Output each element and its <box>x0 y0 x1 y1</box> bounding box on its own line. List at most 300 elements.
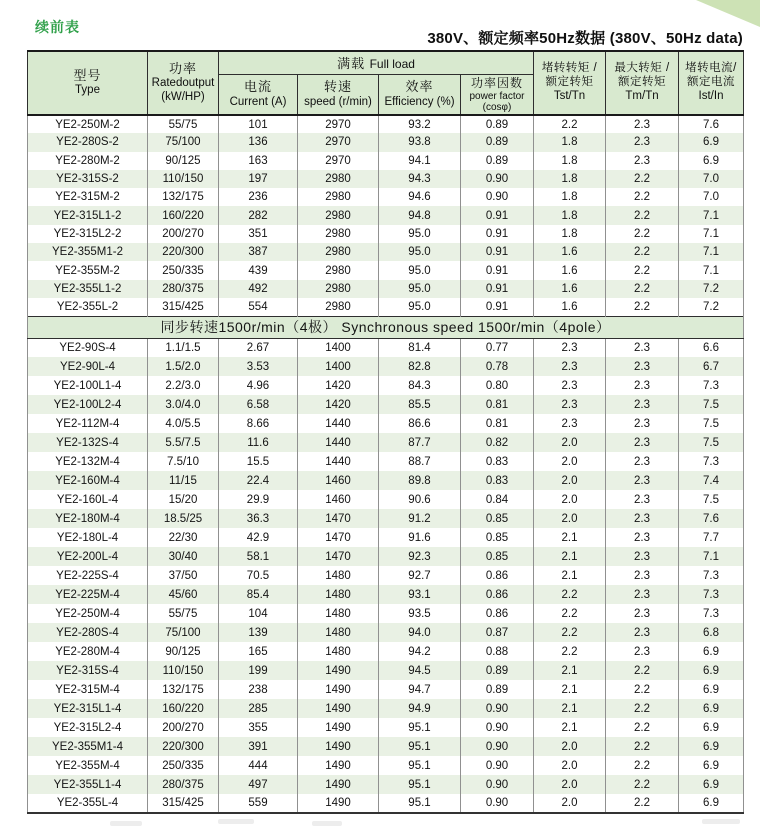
value-cell: 6.9 <box>679 737 744 756</box>
section-separator-row <box>28 316 744 338</box>
value-cell: 1400 <box>298 357 379 376</box>
col-header-tm-tn <box>606 51 679 115</box>
value-cell: 1400 <box>298 338 379 357</box>
value-cell: 2.0 <box>534 509 606 528</box>
table-row <box>28 699 744 718</box>
value-cell: 70.5 <box>219 566 298 585</box>
value-cell: 101 <box>219 115 298 133</box>
value-cell: 55/75 <box>148 604 219 623</box>
value-cell: 160/220 <box>148 206 219 224</box>
value-cell: 2.67 <box>219 338 298 357</box>
value-cell: 2.0 <box>534 433 606 452</box>
col-header-ist-in <box>679 51 744 115</box>
value-cell: 6.7 <box>679 357 744 376</box>
value-cell: 2.0 <box>534 737 606 756</box>
value-cell: 0.91 <box>461 298 534 316</box>
value-cell: 6.9 <box>679 680 744 699</box>
value-cell: 75/100 <box>148 133 219 151</box>
value-cell: 94.2 <box>379 642 461 661</box>
value-cell: 2.2 <box>606 243 679 261</box>
value-cell: 95.0 <box>379 298 461 316</box>
value-cell: 7.5/10 <box>148 452 219 471</box>
value-cell: 1.8 <box>534 206 606 224</box>
value-cell: 7.1 <box>679 547 744 566</box>
value-cell: 4.0/5.5 <box>148 414 219 433</box>
value-cell: 1.8 <box>534 152 606 170</box>
value-cell: 2.3 <box>606 357 679 376</box>
type-cell: YE2-315S-4 <box>28 661 148 680</box>
value-cell: 0.80 <box>461 376 534 395</box>
value-cell: 1490 <box>298 718 379 737</box>
value-cell: 160/220 <box>148 699 219 718</box>
value-cell: 1470 <box>298 509 379 528</box>
value-cell: 2980 <box>298 188 379 206</box>
value-cell: 2.3 <box>534 357 606 376</box>
value-cell: 2.3 <box>606 547 679 566</box>
type-cell: YE2-132M-4 <box>28 452 148 471</box>
value-cell: 94.3 <box>379 170 461 188</box>
value-cell: 36.3 <box>219 509 298 528</box>
value-cell: 2.2 <box>606 775 679 794</box>
value-cell: 2.3 <box>606 152 679 170</box>
value-cell: 55/75 <box>148 115 219 133</box>
value-cell: 95.1 <box>379 756 461 775</box>
type-cell: YE2-355L1-4 <box>28 775 148 794</box>
value-cell: 1490 <box>298 699 379 718</box>
col-header-tm-en: Tm/Tn <box>625 89 659 102</box>
value-cell: 2.2 <box>606 661 679 680</box>
corner-decoration <box>696 0 760 27</box>
value-cell: 94.9 <box>379 699 461 718</box>
value-cell: 6.9 <box>679 642 744 661</box>
value-cell: 2.2 <box>606 188 679 206</box>
value-cell: 7.0 <box>679 188 744 206</box>
value-cell: 315/425 <box>148 298 219 316</box>
value-cell: 2980 <box>298 261 379 279</box>
table-row <box>28 206 744 224</box>
value-cell: 2.2/3.0 <box>148 376 219 395</box>
value-cell: 285 <box>219 699 298 718</box>
value-cell: 1440 <box>298 414 379 433</box>
value-cell: 0.91 <box>461 206 534 224</box>
table-row <box>28 338 744 357</box>
type-cell: YE2-315M-4 <box>28 680 148 699</box>
value-cell: 199 <box>219 661 298 680</box>
value-cell: 11.6 <box>219 433 298 452</box>
value-cell: 0.90 <box>461 737 534 756</box>
type-cell: YE2-315L2-4 <box>28 718 148 737</box>
type-cell: YE2-180M-4 <box>28 509 148 528</box>
value-cell: 90.6 <box>379 490 461 509</box>
value-cell: 1440 <box>298 452 379 471</box>
value-cell: 139 <box>219 623 298 642</box>
value-cell: 45/60 <box>148 585 219 604</box>
value-cell: 132/175 <box>148 188 219 206</box>
value-cell: 2.2 <box>606 170 679 188</box>
col-header-speed-en: speed (r/min) <box>304 95 372 108</box>
value-cell: 7.5 <box>679 395 744 414</box>
table-row <box>28 115 744 133</box>
value-cell: 2970 <box>298 133 379 151</box>
value-cell: 2.2 <box>534 623 606 642</box>
value-cell: 5.5/7.5 <box>148 433 219 452</box>
value-cell: 0.85 <box>461 509 534 528</box>
value-cell: 2.3 <box>606 395 679 414</box>
value-cell: 7.3 <box>679 452 744 471</box>
value-cell: 1480 <box>298 623 379 642</box>
value-cell: 6.9 <box>679 775 744 794</box>
value-cell: 58.1 <box>219 547 298 566</box>
value-cell: 7.3 <box>679 376 744 395</box>
value-cell: 110/150 <box>148 661 219 680</box>
value-cell: 2.1 <box>534 680 606 699</box>
type-cell: YE2-250M-4 <box>28 604 148 623</box>
value-cell: 2.3 <box>606 509 679 528</box>
value-cell: 2.1 <box>534 699 606 718</box>
value-cell: 2.2 <box>606 699 679 718</box>
value-cell: 132/175 <box>148 680 219 699</box>
value-cell: 7.3 <box>679 604 744 623</box>
value-cell: 1.6 <box>534 243 606 261</box>
value-cell: 7.1 <box>679 261 744 279</box>
value-cell: 7.1 <box>679 206 744 224</box>
value-cell: 90/125 <box>148 642 219 661</box>
type-cell: YE2-160L-4 <box>28 490 148 509</box>
type-cell: YE2-100L1-4 <box>28 376 148 395</box>
value-cell: 2.0 <box>534 471 606 490</box>
type-cell: YE2-315L1-4 <box>28 699 148 718</box>
value-cell: 94.1 <box>379 152 461 170</box>
value-cell: 1.6 <box>534 298 606 316</box>
value-cell: 8.66 <box>219 414 298 433</box>
value-cell: 22/30 <box>148 528 219 547</box>
value-cell: 0.90 <box>461 756 534 775</box>
value-cell: 81.4 <box>379 338 461 357</box>
value-cell: 15/20 <box>148 490 219 509</box>
col-header-tst-zh1: 堵转转矩 / <box>541 62 598 75</box>
value-cell: 93.5 <box>379 604 461 623</box>
type-cell: YE2-180L-4 <box>28 528 148 547</box>
value-cell: 2.3 <box>606 642 679 661</box>
value-cell: 110/150 <box>148 170 219 188</box>
value-cell: 2.3 <box>534 414 606 433</box>
col-header-full-load-zh: 满载 <box>337 56 366 71</box>
value-cell: 2.3 <box>606 604 679 623</box>
type-cell: YE2-112M-4 <box>28 414 148 433</box>
value-cell: 2.3 <box>606 433 679 452</box>
value-cell: 2.1 <box>534 528 606 547</box>
value-cell: 250/335 <box>148 756 219 775</box>
value-cell: 1480 <box>298 585 379 604</box>
continued-table-label: 续前表 <box>35 19 80 35</box>
value-cell: 1480 <box>298 566 379 585</box>
value-cell: 6.9 <box>679 756 744 775</box>
value-cell: 2.2 <box>606 737 679 756</box>
type-cell: YE2-280S-4 <box>28 623 148 642</box>
value-cell: 7.5 <box>679 414 744 433</box>
col-header-power-en: Ratedoutput <box>151 77 215 90</box>
col-header-ist-zh2: 额定电流 <box>687 76 736 89</box>
value-cell: 7.2 <box>679 280 744 298</box>
value-cell: 86.6 <box>379 414 461 433</box>
value-cell: 0.89 <box>461 115 534 133</box>
value-cell: 3.0/4.0 <box>148 395 219 414</box>
value-cell: 104 <box>219 604 298 623</box>
type-cell: YE2-315L1-2 <box>28 206 148 224</box>
type-cell: YE2-90L-4 <box>28 357 148 376</box>
value-cell: 0.90 <box>461 170 534 188</box>
table-row <box>28 509 744 528</box>
value-cell: 95.1 <box>379 737 461 756</box>
value-cell: 7.5 <box>679 490 744 509</box>
value-cell: 492 <box>219 280 298 298</box>
value-cell: 1.5/2.0 <box>148 357 219 376</box>
page-artifact <box>702 819 740 824</box>
value-cell: 0.89 <box>461 661 534 680</box>
value-cell: 250/335 <box>148 261 219 279</box>
col-header-efficiency <box>379 75 461 116</box>
page-title: 380V、额定频率50Hz数据 (380V、50Hz data) <box>427 30 743 47</box>
value-cell: 0.91 <box>461 243 534 261</box>
value-cell: 220/300 <box>148 243 219 261</box>
table-row <box>28 623 744 642</box>
value-cell: 0.84 <box>461 490 534 509</box>
value-cell: 2.3 <box>606 490 679 509</box>
col-header-efficiency-en: Efficiency (%) <box>384 95 455 108</box>
page-artifact <box>110 821 142 826</box>
value-cell: 7.7 <box>679 528 744 547</box>
value-cell: 94.8 <box>379 206 461 224</box>
value-cell: 22.4 <box>219 471 298 490</box>
value-cell: 37/50 <box>148 566 219 585</box>
value-cell: 2.3 <box>534 395 606 414</box>
value-cell: 1.8 <box>534 188 606 206</box>
type-cell: YE2-315M-2 <box>28 188 148 206</box>
value-cell: 6.9 <box>679 794 744 813</box>
value-cell: 1420 <box>298 395 379 414</box>
col-header-power-unit: (kW/HP) <box>161 91 205 104</box>
type-cell: YE2-355M1-2 <box>28 243 148 261</box>
col-header-efficiency-zh: 效率 <box>405 79 434 95</box>
type-cell: YE2-100L2-4 <box>28 395 148 414</box>
col-header-pf-unit: (cosφ) <box>482 102 512 113</box>
value-cell: 0.90 <box>461 188 534 206</box>
value-cell: 0.91 <box>461 261 534 279</box>
value-cell: 95.0 <box>379 280 461 298</box>
value-cell: 0.83 <box>461 452 534 471</box>
value-cell: 84.3 <box>379 376 461 395</box>
type-cell: YE2-200L-4 <box>28 547 148 566</box>
value-cell: 2.3 <box>606 566 679 585</box>
table-row <box>28 642 744 661</box>
value-cell: 2980 <box>298 206 379 224</box>
value-cell: 91.6 <box>379 528 461 547</box>
value-cell: 2.2 <box>606 280 679 298</box>
type-cell: YE2-355L-2 <box>28 298 148 316</box>
value-cell: 94.5 <box>379 661 461 680</box>
col-header-type-zh: 型号 <box>73 67 102 83</box>
type-cell: YE2-225S-4 <box>28 566 148 585</box>
table-row <box>28 188 744 206</box>
value-cell: 95.0 <box>379 261 461 279</box>
value-cell: 2.1 <box>534 547 606 566</box>
value-cell: 136 <box>219 133 298 151</box>
value-cell: 391 <box>219 737 298 756</box>
value-cell: 6.58 <box>219 395 298 414</box>
value-cell: 85.4 <box>219 585 298 604</box>
value-cell: 2.2 <box>606 225 679 243</box>
value-cell: 1440 <box>298 433 379 452</box>
table-row <box>28 794 744 813</box>
table-body <box>28 115 744 813</box>
value-cell: 0.87 <box>461 623 534 642</box>
value-cell: 87.7 <box>379 433 461 452</box>
value-cell: 2.3 <box>606 528 679 547</box>
col-header-power-zh: 功率 <box>168 61 197 77</box>
value-cell: 2980 <box>298 170 379 188</box>
value-cell: 0.77 <box>461 338 534 357</box>
value-cell: 2980 <box>298 280 379 298</box>
value-cell: 2.0 <box>534 452 606 471</box>
table-row <box>28 414 744 433</box>
value-cell: 1460 <box>298 471 379 490</box>
value-cell: 2.2 <box>606 206 679 224</box>
value-cell: 1470 <box>298 528 379 547</box>
table-row <box>28 152 744 170</box>
value-cell: 7.1 <box>679 243 744 261</box>
value-cell: 2.1 <box>534 661 606 680</box>
table-row <box>28 357 744 376</box>
value-cell: 7.6 <box>679 509 744 528</box>
table-row <box>28 604 744 623</box>
value-cell: 1480 <box>298 604 379 623</box>
value-cell: 351 <box>219 225 298 243</box>
value-cell: 2.3 <box>534 376 606 395</box>
value-cell: 2.1 <box>534 566 606 585</box>
value-cell: 92.3 <box>379 547 461 566</box>
value-cell: 2.2 <box>534 604 606 623</box>
value-cell: 6.9 <box>679 152 744 170</box>
value-cell: 2.3 <box>606 338 679 357</box>
value-cell: 1.1/1.5 <box>148 338 219 357</box>
value-cell: 93.8 <box>379 133 461 151</box>
value-cell: 200/270 <box>148 225 219 243</box>
value-cell: 238 <box>219 680 298 699</box>
type-cell: YE2-355L1-2 <box>28 280 148 298</box>
motor-spec-table <box>27 50 744 814</box>
value-cell: 2.3 <box>606 115 679 133</box>
type-cell: YE2-280M-4 <box>28 642 148 661</box>
value-cell: 200/270 <box>148 718 219 737</box>
value-cell: 42.9 <box>219 528 298 547</box>
col-header-type-en: Type <box>75 84 100 97</box>
table-row <box>28 433 744 452</box>
table-row <box>28 718 744 737</box>
type-cell: YE2-160M-4 <box>28 471 148 490</box>
value-cell: 0.88 <box>461 642 534 661</box>
table-row <box>28 225 744 243</box>
value-cell: 2970 <box>298 152 379 170</box>
value-cell: 93.2 <box>379 115 461 133</box>
value-cell: 559 <box>219 794 298 813</box>
value-cell: 1490 <box>298 737 379 756</box>
value-cell: 2.2 <box>606 261 679 279</box>
value-cell: 0.81 <box>461 414 534 433</box>
table-row <box>28 133 744 151</box>
value-cell: 4.96 <box>219 376 298 395</box>
value-cell: 15.5 <box>219 452 298 471</box>
page-artifact <box>312 821 342 826</box>
type-cell: YE2-132S-4 <box>28 433 148 452</box>
col-header-current-en: Current (A) <box>229 95 287 108</box>
value-cell: 1.8 <box>534 133 606 151</box>
value-cell: 220/300 <box>148 737 219 756</box>
col-header-type <box>28 51 148 115</box>
table-row <box>28 775 744 794</box>
value-cell: 0.81 <box>461 395 534 414</box>
value-cell: 2.3 <box>534 338 606 357</box>
value-cell: 0.78 <box>461 357 534 376</box>
value-cell: 2.2 <box>534 115 606 133</box>
table-row <box>28 680 744 699</box>
type-cell: YE2-355M-4 <box>28 756 148 775</box>
value-cell: 0.89 <box>461 680 534 699</box>
value-cell: 7.6 <box>679 115 744 133</box>
value-cell: 7.5 <box>679 433 744 452</box>
value-cell: 95.1 <box>379 794 461 813</box>
value-cell: 85.5 <box>379 395 461 414</box>
col-header-current <box>219 75 298 116</box>
value-cell: 444 <box>219 756 298 775</box>
value-cell: 2.0 <box>534 756 606 775</box>
value-cell: 2.0 <box>534 775 606 794</box>
value-cell: 0.85 <box>461 528 534 547</box>
value-cell: 1460 <box>298 490 379 509</box>
value-cell: 1490 <box>298 661 379 680</box>
value-cell: 18.5/25 <box>148 509 219 528</box>
value-cell: 2.0 <box>534 794 606 813</box>
value-cell: 0.86 <box>461 604 534 623</box>
type-cell: YE2-280S-2 <box>28 133 148 151</box>
table-row <box>28 490 744 509</box>
value-cell: 387 <box>219 243 298 261</box>
value-cell: 0.89 <box>461 133 534 151</box>
value-cell: 0.90 <box>461 775 534 794</box>
value-cell: 2.3 <box>606 585 679 604</box>
table-row <box>28 585 744 604</box>
value-cell: 88.7 <box>379 452 461 471</box>
value-cell: 2.2 <box>606 756 679 775</box>
table-row <box>28 261 744 279</box>
value-cell: 7.3 <box>679 566 744 585</box>
value-cell: 82.8 <box>379 357 461 376</box>
page-artifact <box>218 819 254 824</box>
type-cell: YE2-355M-2 <box>28 261 148 279</box>
value-cell: 1480 <box>298 642 379 661</box>
value-cell: 0.90 <box>461 699 534 718</box>
value-cell: 2.3 <box>606 452 679 471</box>
table-row <box>28 298 744 316</box>
value-cell: 7.4 <box>679 471 744 490</box>
value-cell: 554 <box>219 298 298 316</box>
value-cell: 89.8 <box>379 471 461 490</box>
value-cell: 7.1 <box>679 225 744 243</box>
table-row <box>28 243 744 261</box>
value-cell: 1490 <box>298 794 379 813</box>
table-row <box>28 528 744 547</box>
type-cell: YE2-280M-2 <box>28 152 148 170</box>
value-cell: 6.9 <box>679 133 744 151</box>
